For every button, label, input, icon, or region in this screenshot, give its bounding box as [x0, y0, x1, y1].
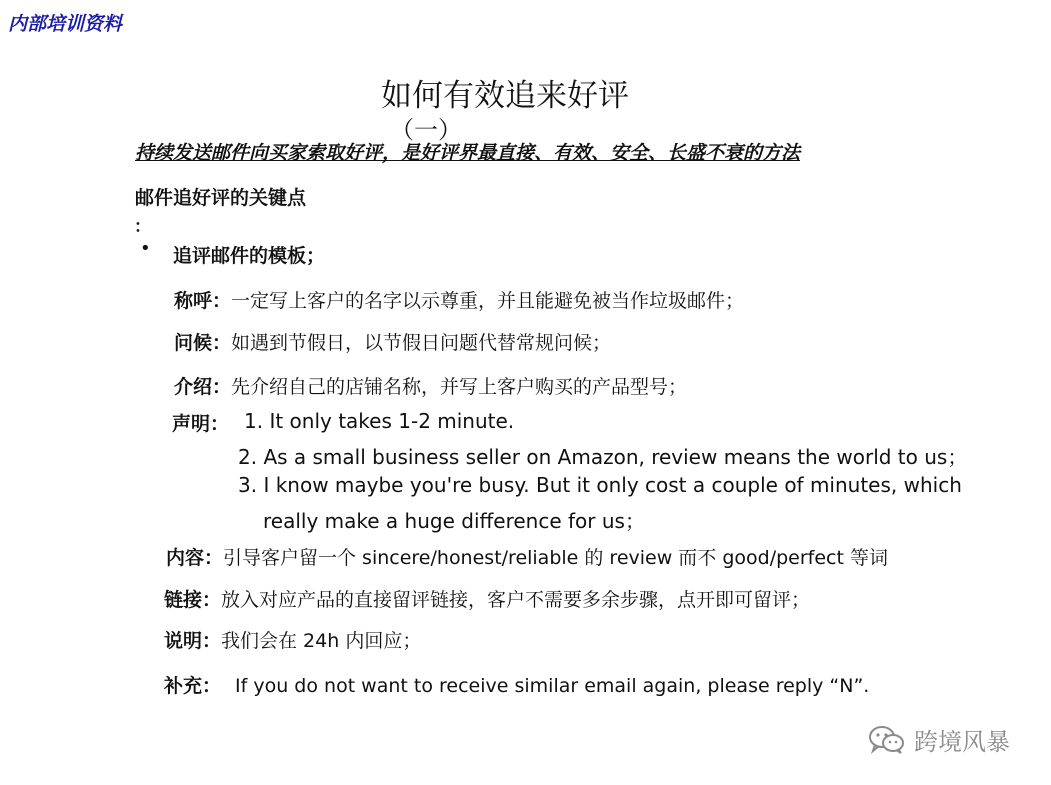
row-key: 链接： — [164, 589, 222, 611]
section-heading: 邮件追好评的关键点 — [135, 187, 307, 209]
bullet-dot: • — [140, 238, 151, 259]
statement-line-1: 1. It only takes 1-2 minute. — [244, 409, 515, 433]
row-content — [166, 543, 888, 570]
statement-line-3: 3. I know maybe you're busy. But it only cost a couple of minutes, which — [238, 473, 962, 497]
row-value: 如遇到节假日，以节假日问题代替常规问候； — [231, 332, 612, 354]
row-value: 我们会在 24h 内回应； — [221, 630, 422, 652]
row-key: 声明： — [172, 413, 230, 435]
row-salutation — [174, 328, 611, 355]
watermark-text: 跨境风暴 — [914, 728, 1010, 756]
row-value: 先介绍自己的店铺名称，并写上客户购买的产品型号； — [231, 376, 688, 398]
stray-colon: ： — [134, 217, 151, 237]
watermark — [868, 722, 1010, 757]
row-key: 内容： — [166, 547, 224, 569]
row-key: 补充： — [164, 675, 222, 697]
page-title: 如何有效追来好评 — [381, 78, 629, 114]
row-intro — [174, 372, 687, 399]
row-supplement — [164, 671, 869, 698]
row-statement-key — [172, 409, 229, 436]
row-value: 一定写上客户的名字以示尊重，并且能避免被当作垃圾邮件； — [231, 290, 745, 312]
header-label: 内部培训资料 — [8, 13, 123, 35]
row-value: If you do not want to receive similar email again, please reply “N”. — [235, 675, 870, 697]
statement-line-2: 2. As a small business seller on Amazon, review means the world to us； — [238, 445, 968, 469]
row-key: 问候： — [174, 332, 232, 354]
wechat-icon — [868, 725, 906, 755]
row-key: 介绍： — [174, 376, 232, 398]
row-note — [164, 626, 421, 653]
row-value: 放入对应产品的直接留评链接，客户不需要多余步骤，点开即可留评； — [221, 589, 811, 611]
row-value: 引导客户留一个 sincere/honest/reliable 的 review 而不 good/perfect 等词 — [223, 547, 888, 569]
tagline: 持续发送邮件向买家索取好评，是好评界最直接、有效、安全、长盛不衰的方法 — [135, 142, 801, 164]
statement-line-4: really make a huge difference for us； — [263, 509, 645, 533]
row-key: 说明： — [164, 630, 222, 652]
bullet-text: 追评邮件的模板； — [173, 245, 326, 267]
row-link — [164, 585, 810, 612]
page-subtitle: （一） — [390, 116, 462, 144]
row-greeting — [174, 286, 744, 313]
row-key: 称呼： — [174, 290, 232, 312]
